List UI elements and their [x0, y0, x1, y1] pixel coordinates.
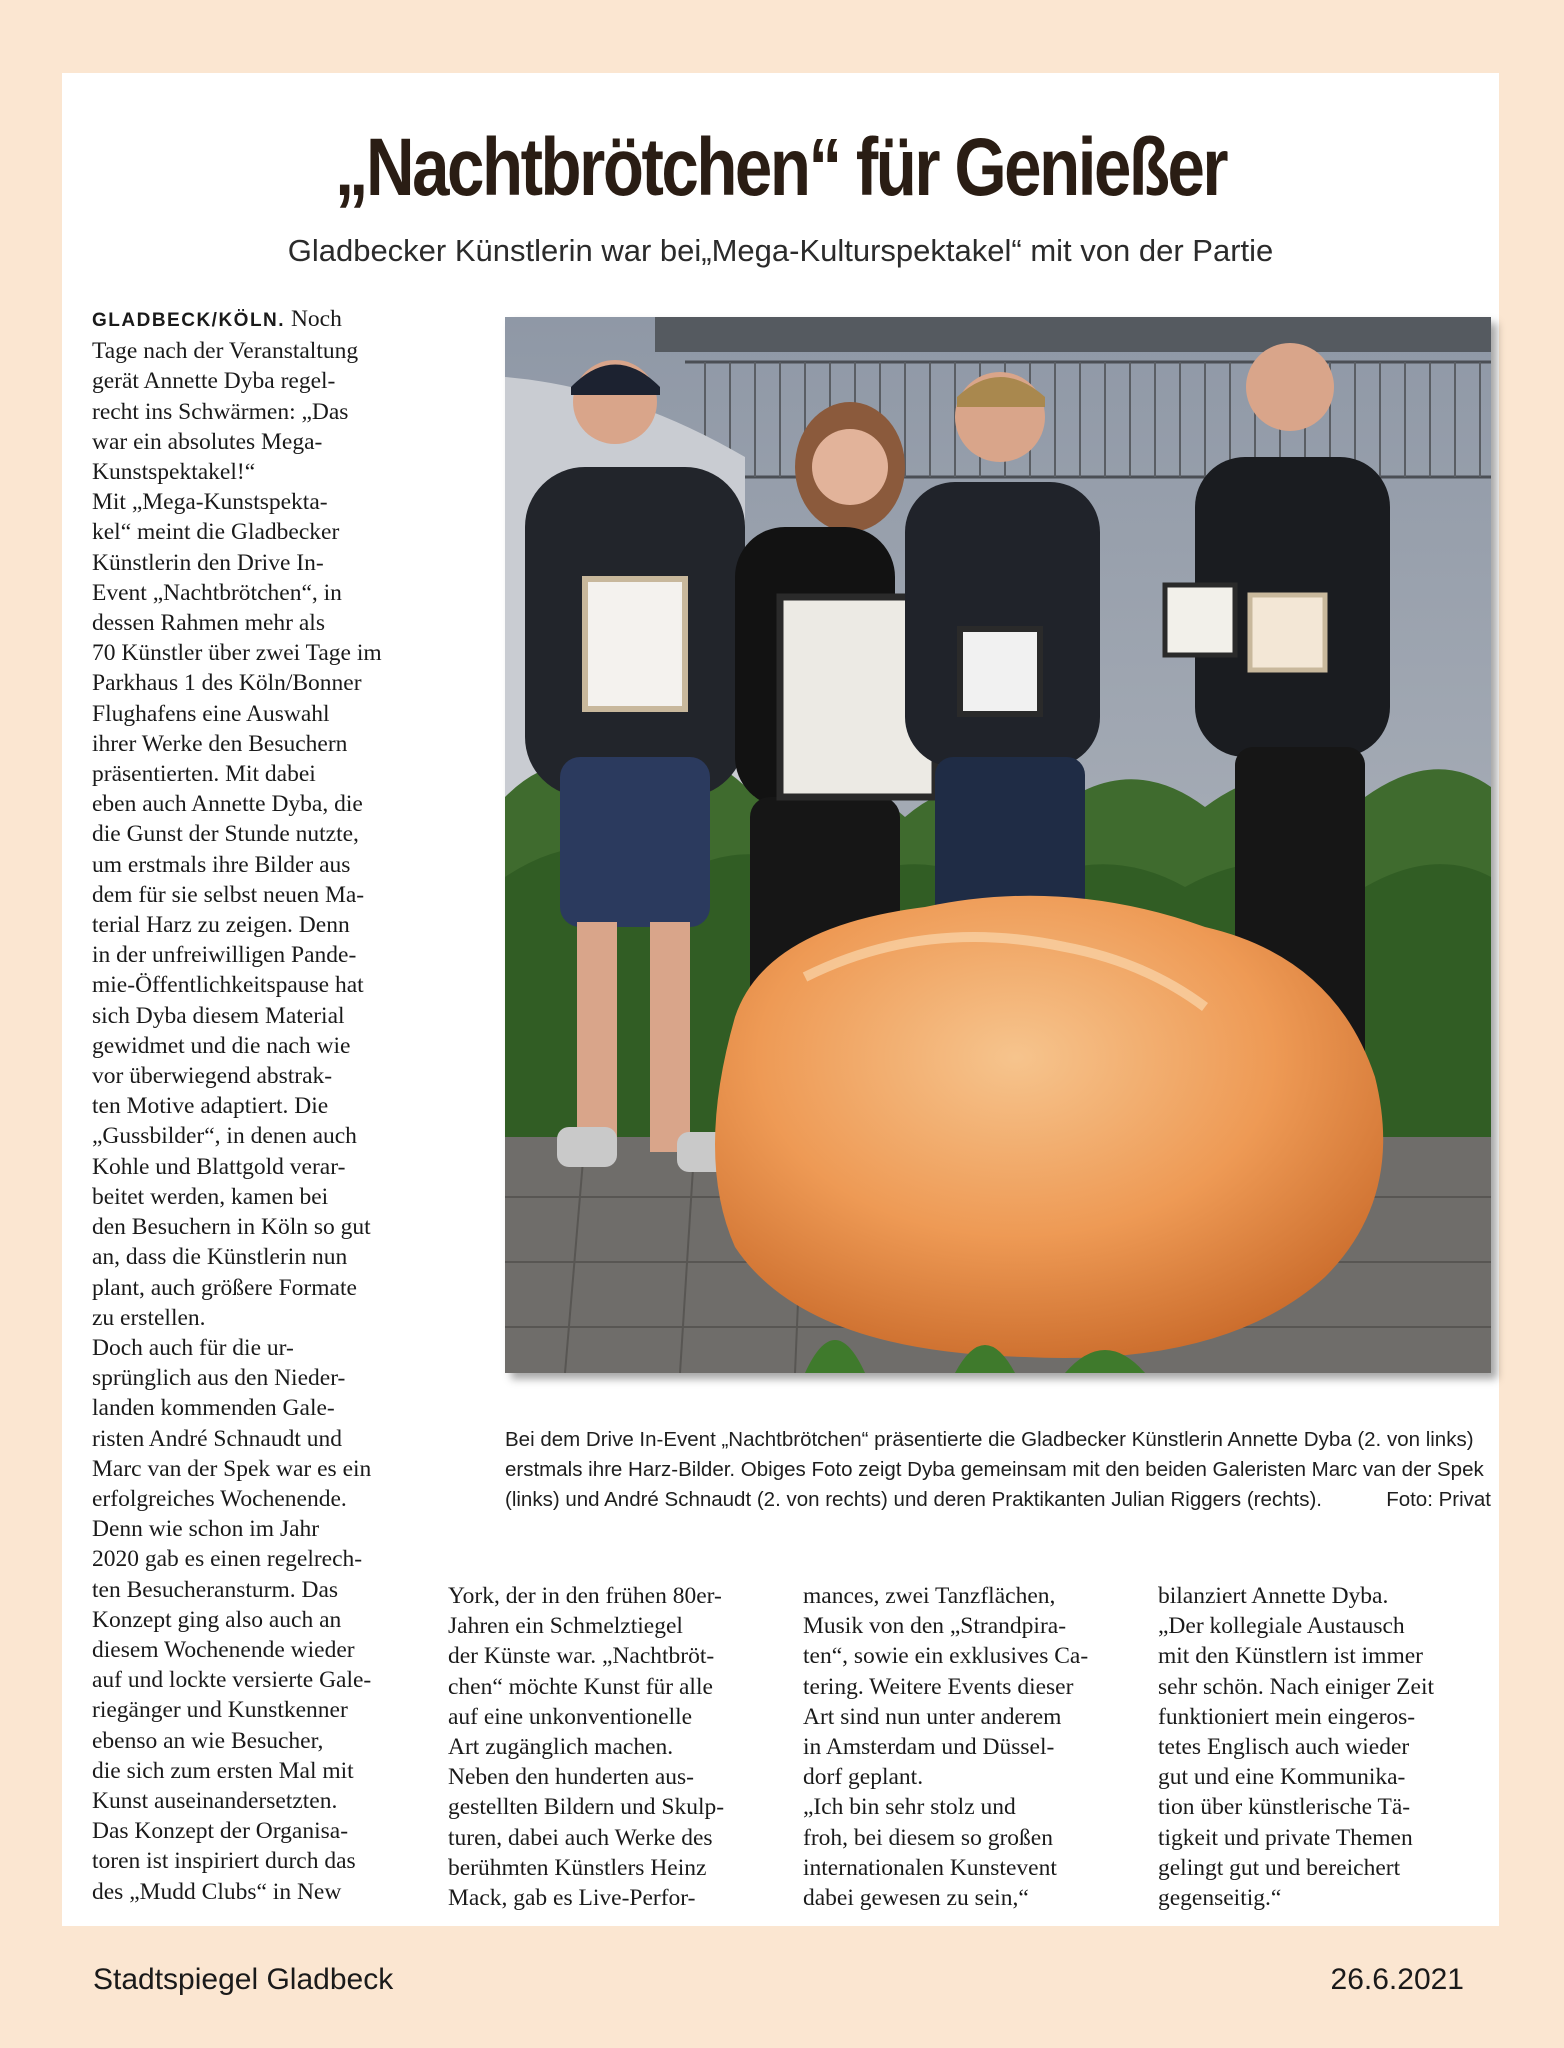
publication-name: Stadtspiegel Gladbeck [93, 1963, 394, 1996]
headline: „Nachtbrötchen“ für Genießer [334, 122, 1227, 213]
publication-date: 26.6.2021 [1330, 1963, 1464, 1996]
column-1-text: Noch Tage nach der Veranstaltung gerät Annette Dyba regel- recht ins Schwärmen: „Das war ein absolutes Mega- Kunstspektakel!“ Mit „Mega-Kunstspekta- kel“ meint die Gladbecker Künstlerin den Drive In- Event „Nachtbrötchen“, in dessen Rahmen mehr als 70 Künstler über zwei Tage im Parkhaus 1 des Köln/Bonner Flughafens eine Auswahl ihrer Werke den Besuchern präsentierten. Mit dabei eben auch Annette Dyba, die die Gunst der Stunde nutzte, um erstmals ihre Bilder aus dem für sie selbst neuen Ma- terial Harz zu zeigen. Denn in der unfreiwilligen Pande- mie-Öffentlichkeitspause hat sich Dyba diesem Material gewidmet und die nach wie vor überwiegend abstrak- ten Motive adaptiert. Die „Gussbilder“, in denen auch Kohle und Blattgold verar- beitet werden, kamen bei den Besuchern in Köln so gut an, dass die Künstlerin nun plant, auch größere Formate zu erstellen. Doch auch für die ur- sprünglich aus den Nieder- landen kommenden Gale- risten André Schnaudt und Marc van der Spek war es ein erfolgreiches Wochenende. Denn wie schon im Jahr 2020 gab es einen regelrech- ten Besucheransturm. Das Konzept ging also auch an diesem Wochenende wieder auf und lockte versierte Gale- riegänger und Kunstkenner ebenso an wie Besucher, die sich zum ersten Mal mit Kunst auseinandersetzten. Das Konzept der Organisa- toren ist inspiriert durch das des „Mudd Clubs“ in New [92, 306, 382, 1905]
newspaper-page [62, 73, 1499, 1926]
dateline: GLADBECK/KÖLN. [92, 310, 286, 331]
article-photo [505, 317, 1491, 1373]
photo-caption [505, 1425, 1491, 1515]
photo-credit: Foto: Privat [1386, 1488, 1491, 1511]
caption-text: Bei dem Drive In-Event „Nachtbrötchen“ präsentierte die Gladbecker Künstlerin Annette Dyba (2. von links) erstmals ihre Harz-Bilder. Obiges Foto zeigt Dyba gemeinsam mit den beiden Galeristen Marc van der Spek (links) und André Schnaudt (2. von rechts) und deren Praktikanten Julian Riggers (rechts). [505, 1428, 1484, 1511]
article-column-2: York, der in den frühen 80er- Jahren ein Schmelztiegel der Künste war. „Nachtbröt- chen“ möchte Kunst für alle auf eine unkonventionelle Art zugänglich machen. Neben den hunderten aus- gestellten Bildern und Skulp- turen, dabei auch Werke des berühmten Künstlers Heinz Mack, gab es Live-Perfor- [448, 1583, 725, 1912]
article-column-3: mances, zwei Tanzflächen, Musik von den „Strandpira- ten“, sowie ein exklusives Ca- tering. Weitere Events dieser Art sind nun unter anderem in Amsterdam und Düssel- dorf geplant. „Ich bin sehr stolz und froh, bei diesem so großen internationalen Kunstevent dabei gewesen zu sein,“ [803, 1583, 1089, 1912]
article-column-4: bilanziert Annette Dyba. „Der kollegiale Austausch mit den Künstlern ist immer sehr schön. Nach einiger Zeit funktioniert mein eingeros- tetes Englisch auch wieder gut und eine Kommunika- tion über künstlerische Tä- tigkeit und private Themen gelingt gut und bereichert gegenseitig.“ [1158, 1583, 1435, 1912]
subheadline: Gladbecker Künstlerin war bei„Mega-Kulturspektakel“ mit von der Partie [287, 233, 1274, 268]
article-column-1 [92, 304, 437, 1907]
